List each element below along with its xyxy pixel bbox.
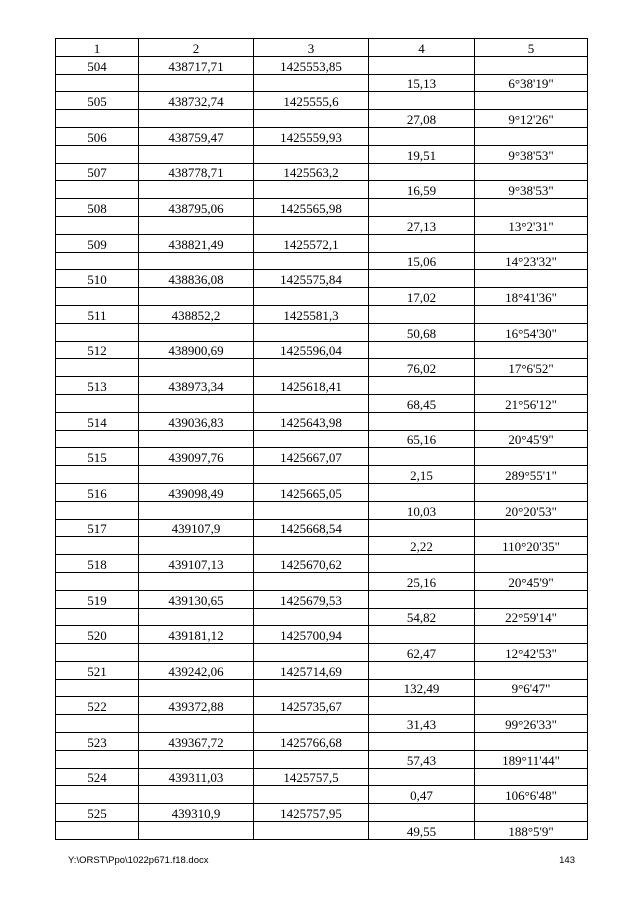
table-row-segment	[56, 145, 588, 163]
cell-id: 524	[56, 768, 139, 786]
table-row-point	[56, 199, 588, 217]
cell-empty	[56, 181, 139, 199]
table-row-segment	[56, 679, 588, 697]
table-row-segment	[56, 323, 588, 341]
cell-empty	[56, 466, 139, 484]
cell-empty	[254, 394, 369, 412]
cell-empty	[139, 786, 254, 804]
cell-empty	[475, 341, 588, 359]
cell-empty	[139, 608, 254, 626]
cell-angle: 106°6'48"	[475, 786, 588, 804]
cell-empty	[254, 644, 369, 662]
cell-angle: 6°38'19"	[475, 74, 588, 92]
cell-empty	[475, 234, 588, 252]
cell-y: 1425714,69	[254, 661, 369, 679]
table-row-segment	[56, 288, 588, 306]
cell-empty	[139, 181, 254, 199]
cell-id: 522	[56, 697, 139, 715]
cell-empty	[369, 234, 475, 252]
cell-dist: 17,02	[369, 288, 475, 306]
cell-empty	[254, 145, 369, 163]
table-row-segment	[56, 359, 588, 377]
cell-empty	[56, 394, 139, 412]
cell-empty	[254, 74, 369, 92]
cell-empty	[475, 56, 588, 74]
cell-id: 509	[56, 234, 139, 252]
cell-empty	[139, 715, 254, 733]
cell-y: 1425581,3	[254, 305, 369, 323]
table-row-segment	[56, 110, 588, 128]
cell-x: 438821,49	[139, 234, 254, 252]
cell-empty	[56, 572, 139, 590]
cell-x: 438795,06	[139, 199, 254, 217]
cell-angle: 20°45'9"	[475, 430, 588, 448]
cell-empty	[56, 537, 139, 555]
table-row-point	[56, 590, 588, 608]
cell-empty	[254, 110, 369, 128]
cell-y: 1425575,84	[254, 270, 369, 288]
cell-y: 1425757,95	[254, 804, 369, 822]
cell-empty	[56, 252, 139, 270]
cell-empty	[475, 555, 588, 573]
cell-empty	[254, 252, 369, 270]
table-row-point	[56, 127, 588, 145]
cell-dist: 49,55	[369, 822, 475, 840]
cell-id: 521	[56, 661, 139, 679]
cell-y: 1425553,85	[254, 56, 369, 74]
cell-dist: 2,22	[369, 537, 475, 555]
cell-angle: 13°2'31"	[475, 216, 588, 234]
cell-angle: 20°45'9"	[475, 572, 588, 590]
cell-empty	[56, 430, 139, 448]
cell-y: 1425766,68	[254, 733, 369, 751]
cell-id: 525	[56, 804, 139, 822]
cell-x: 438717,71	[139, 56, 254, 74]
cell-empty	[369, 127, 475, 145]
cell-empty	[254, 715, 369, 733]
cell-id: 514	[56, 412, 139, 430]
cell-empty	[475, 626, 588, 644]
cell-empty	[56, 216, 139, 234]
cell-empty	[139, 145, 254, 163]
cell-angle: 188°5'9"	[475, 822, 588, 840]
cell-empty	[254, 216, 369, 234]
cell-empty	[475, 519, 588, 537]
cell-empty	[475, 448, 588, 466]
cell-dist: 62,47	[369, 644, 475, 662]
cell-dist: 25,16	[369, 572, 475, 590]
cell-empty	[56, 644, 139, 662]
cell-empty	[139, 110, 254, 128]
table-row-point	[56, 92, 588, 110]
cell-empty	[475, 733, 588, 751]
cell-y: 1425757,5	[254, 768, 369, 786]
cell-x: 439107,13	[139, 555, 254, 573]
cell-empty	[475, 270, 588, 288]
cell-empty	[56, 786, 139, 804]
cell-empty	[139, 394, 254, 412]
cell-dist: 31,43	[369, 715, 475, 733]
header-col-4: 4	[369, 39, 475, 57]
cell-empty	[56, 110, 139, 128]
table-row-segment	[56, 537, 588, 555]
cell-angle: 18°41'36"	[475, 288, 588, 306]
cell-dist: 76,02	[369, 359, 475, 377]
cell-empty	[139, 216, 254, 234]
cell-empty	[475, 768, 588, 786]
coordinates-table	[55, 38, 588, 840]
cell-y: 1425555,6	[254, 92, 369, 110]
cell-angle: 16°54'30"	[475, 323, 588, 341]
cell-dist: 19,51	[369, 145, 475, 163]
cell-empty	[475, 697, 588, 715]
cell-angle: 110°20'35"	[475, 537, 588, 555]
cell-id: 516	[56, 483, 139, 501]
cell-x: 439242,06	[139, 661, 254, 679]
cell-x: 439097,76	[139, 448, 254, 466]
cell-empty	[475, 412, 588, 430]
table-row-point	[56, 768, 588, 786]
cell-id: 511	[56, 305, 139, 323]
cell-empty	[254, 537, 369, 555]
cell-angle: 22°59'14"	[475, 608, 588, 626]
cell-empty	[254, 430, 369, 448]
cell-dist: 27,08	[369, 110, 475, 128]
table-row-point	[56, 341, 588, 359]
cell-empty	[369, 92, 475, 110]
cell-y: 1425668,54	[254, 519, 369, 537]
table-row-point	[56, 56, 588, 74]
cell-id: 515	[56, 448, 139, 466]
cell-empty	[369, 555, 475, 573]
cell-empty	[139, 359, 254, 377]
cell-dist: 27,13	[369, 216, 475, 234]
cell-angle: 12°42'53"	[475, 644, 588, 662]
cell-x: 439130,65	[139, 590, 254, 608]
cell-empty	[254, 750, 369, 768]
cell-empty	[56, 715, 139, 733]
cell-empty	[369, 804, 475, 822]
cell-x: 439181,12	[139, 626, 254, 644]
cell-id: 520	[56, 626, 139, 644]
cell-angle: 189°11'44"	[475, 750, 588, 768]
cell-y: 1425572,1	[254, 234, 369, 252]
cell-dist: 132,49	[369, 679, 475, 697]
cell-empty	[254, 359, 369, 377]
cell-empty	[369, 519, 475, 537]
cell-empty	[475, 199, 588, 217]
table-row-point	[56, 448, 588, 466]
cell-empty	[369, 697, 475, 715]
cell-empty	[254, 822, 369, 840]
cell-empty	[139, 572, 254, 590]
cell-empty	[56, 679, 139, 697]
cell-x: 438778,71	[139, 163, 254, 181]
cell-id: 505	[56, 92, 139, 110]
cell-empty	[139, 466, 254, 484]
table-row-point	[56, 163, 588, 181]
cell-empty	[369, 590, 475, 608]
cell-empty	[475, 804, 588, 822]
cell-dist: 54,82	[369, 608, 475, 626]
cell-y: 1425700,94	[254, 626, 369, 644]
table-row-point	[56, 661, 588, 679]
table-row-segment	[56, 252, 588, 270]
cell-dist: 65,16	[369, 430, 475, 448]
cell-id: 517	[56, 519, 139, 537]
cell-empty	[369, 199, 475, 217]
cell-empty	[139, 679, 254, 697]
table-row-point	[56, 519, 588, 537]
table-row-segment	[56, 786, 588, 804]
cell-empty	[254, 679, 369, 697]
cell-x: 439036,83	[139, 412, 254, 430]
cell-empty	[254, 323, 369, 341]
cell-angle: 99°26'33"	[475, 715, 588, 733]
cell-dist: 10,03	[369, 501, 475, 519]
cell-dist: 2,15	[369, 466, 475, 484]
cell-angle: 9°6'47"	[475, 679, 588, 697]
cell-empty	[139, 750, 254, 768]
cell-empty	[475, 127, 588, 145]
cell-empty	[254, 608, 369, 626]
table-row-point	[56, 412, 588, 430]
cell-empty	[56, 145, 139, 163]
cell-empty	[254, 181, 369, 199]
cell-x: 438973,34	[139, 377, 254, 395]
cell-id: 506	[56, 127, 139, 145]
cell-empty	[139, 74, 254, 92]
cell-id: 510	[56, 270, 139, 288]
header-col-3: 3	[254, 39, 369, 57]
header-col-5: 5	[475, 39, 588, 57]
table-row-point	[56, 483, 588, 501]
cell-angle: 20°20'53"	[475, 501, 588, 519]
table-row-segment	[56, 822, 588, 840]
cell-empty	[369, 626, 475, 644]
cell-angle: 9°38'53"	[475, 181, 588, 199]
table-header-row	[56, 39, 588, 57]
cell-angle: 289°55'1"	[475, 466, 588, 484]
cell-y: 1425618,41	[254, 377, 369, 395]
table-row-point	[56, 555, 588, 573]
cell-empty	[369, 768, 475, 786]
cell-empty	[56, 74, 139, 92]
cell-x: 438836,08	[139, 270, 254, 288]
footer-file-path: Y:\ORST\Ppo\1022p671.f18.docx	[68, 855, 209, 866]
cell-empty	[475, 377, 588, 395]
cell-y: 1425679,53	[254, 590, 369, 608]
cell-id: 513	[56, 377, 139, 395]
table-body	[56, 56, 588, 839]
table-row-segment	[56, 750, 588, 768]
cell-angle: 9°12'26"	[475, 110, 588, 128]
cell-empty	[369, 270, 475, 288]
table-row-segment	[56, 644, 588, 662]
cell-y: 1425559,93	[254, 127, 369, 145]
table-row-segment	[56, 74, 588, 92]
cell-y: 1425667,07	[254, 448, 369, 466]
cell-x: 438732,74	[139, 92, 254, 110]
header-col-2: 2	[139, 39, 254, 57]
cell-empty	[56, 750, 139, 768]
cell-empty	[56, 608, 139, 626]
table-row-point	[56, 733, 588, 751]
cell-y: 1425670,62	[254, 555, 369, 573]
cell-empty	[56, 501, 139, 519]
table-row-point	[56, 377, 588, 395]
cell-empty	[254, 288, 369, 306]
cell-dist: 50,68	[369, 323, 475, 341]
cell-x: 439310,9	[139, 804, 254, 822]
table-row-segment	[56, 181, 588, 199]
cell-empty	[475, 590, 588, 608]
cell-id: 523	[56, 733, 139, 751]
cell-empty	[369, 377, 475, 395]
cell-dist: 16,59	[369, 181, 475, 199]
table-row-point	[56, 697, 588, 715]
cell-empty	[56, 323, 139, 341]
cell-empty	[475, 163, 588, 181]
header-col-1: 1	[56, 39, 139, 57]
cell-empty	[369, 341, 475, 359]
cell-empty	[139, 323, 254, 341]
cell-empty	[369, 661, 475, 679]
cell-id: 518	[56, 555, 139, 573]
cell-y: 1425643,98	[254, 412, 369, 430]
cell-empty	[254, 786, 369, 804]
table-row-segment	[56, 608, 588, 626]
cell-y: 1425596,04	[254, 341, 369, 359]
cell-empty	[56, 822, 139, 840]
table-row-segment	[56, 430, 588, 448]
cell-empty	[139, 288, 254, 306]
table-row-point	[56, 804, 588, 822]
cell-id: 519	[56, 590, 139, 608]
cell-empty	[475, 483, 588, 501]
cell-y: 1425665,05	[254, 483, 369, 501]
cell-empty	[139, 822, 254, 840]
cell-y: 1425565,98	[254, 199, 369, 217]
cell-empty	[254, 466, 369, 484]
table-row-point	[56, 270, 588, 288]
cell-empty	[369, 733, 475, 751]
cell-angle: 9°38'53"	[475, 145, 588, 163]
cell-empty	[139, 644, 254, 662]
cell-id: 504	[56, 56, 139, 74]
cell-empty	[369, 448, 475, 466]
cell-x: 439367,72	[139, 733, 254, 751]
table-row-segment	[56, 466, 588, 484]
cell-empty	[475, 92, 588, 110]
cell-x: 439311,03	[139, 768, 254, 786]
cell-empty	[56, 288, 139, 306]
cell-empty	[139, 252, 254, 270]
table-row-segment	[56, 572, 588, 590]
cell-empty	[369, 483, 475, 501]
cell-dist: 0,47	[369, 786, 475, 804]
cell-id: 508	[56, 199, 139, 217]
table-row-point	[56, 626, 588, 644]
cell-y: 1425735,67	[254, 697, 369, 715]
cell-empty	[254, 572, 369, 590]
cell-empty	[139, 430, 254, 448]
footer-page-number: 143	[559, 855, 575, 866]
cell-dist: 57,43	[369, 750, 475, 768]
table-row-point	[56, 234, 588, 252]
cell-empty	[369, 163, 475, 181]
cell-id: 512	[56, 341, 139, 359]
cell-x: 439098,49	[139, 483, 254, 501]
cell-angle: 17°6'52"	[475, 359, 588, 377]
table-row-segment	[56, 394, 588, 412]
cell-x: 438852,2	[139, 305, 254, 323]
cell-empty	[139, 501, 254, 519]
cell-dist: 68,45	[369, 394, 475, 412]
cell-dist: 15,13	[369, 74, 475, 92]
cell-empty	[475, 661, 588, 679]
table-row-segment	[56, 501, 588, 519]
cell-empty	[475, 305, 588, 323]
cell-x: 439372,88	[139, 697, 254, 715]
cell-dist: 15,06	[369, 252, 475, 270]
cell-empty	[369, 56, 475, 74]
cell-x: 438759,47	[139, 127, 254, 145]
cell-empty	[56, 359, 139, 377]
cell-id: 507	[56, 163, 139, 181]
cell-x: 438900,69	[139, 341, 254, 359]
cell-angle: 21°56'12"	[475, 394, 588, 412]
table-row-segment	[56, 216, 588, 234]
cell-angle: 14°23'32"	[475, 252, 588, 270]
cell-empty	[369, 305, 475, 323]
table-row-point	[56, 305, 588, 323]
cell-empty	[139, 537, 254, 555]
cell-empty	[254, 501, 369, 519]
cell-empty	[369, 412, 475, 430]
cell-x: 439107,9	[139, 519, 254, 537]
table-row-segment	[56, 715, 588, 733]
cell-y: 1425563,2	[254, 163, 369, 181]
